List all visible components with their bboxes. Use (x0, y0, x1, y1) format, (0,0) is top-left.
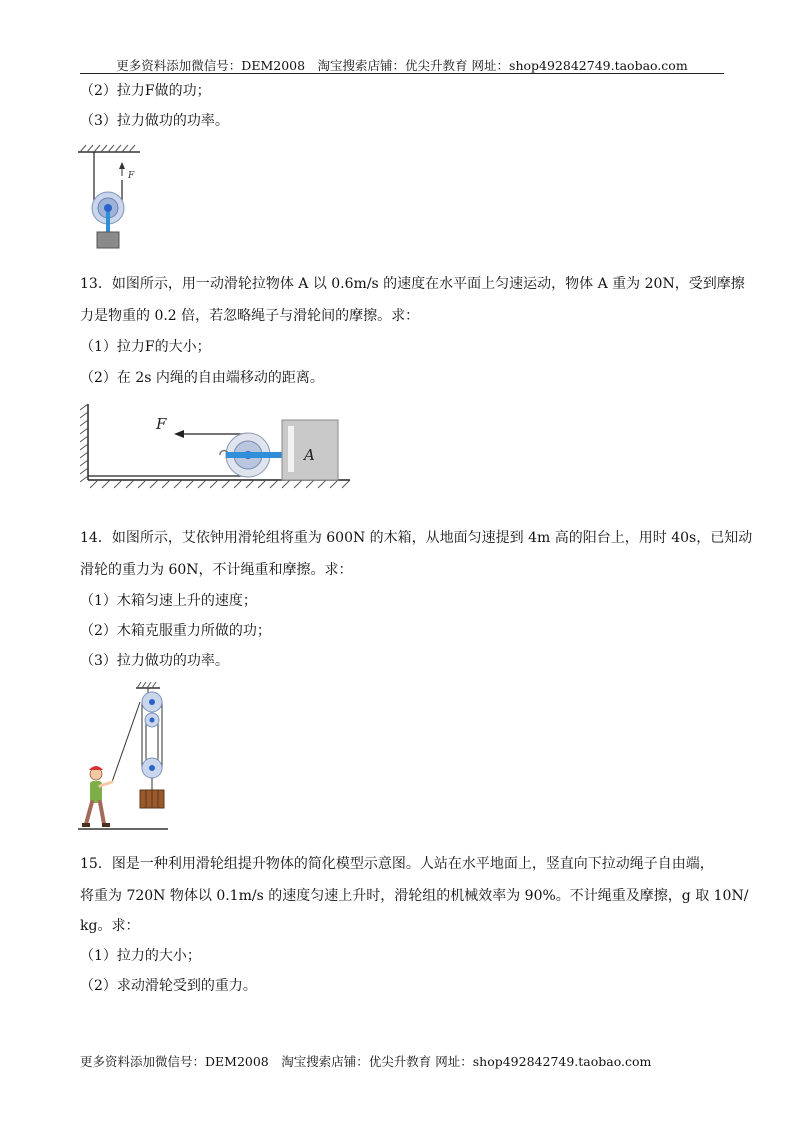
q15-sub2: （2）求动滑轮受到的重力。 (80, 978, 257, 994)
q15-stem-line2: 将重为 720N 物体以 0.1m/s 的速度匀速上升时，滑轮组的机械效率为 90%。不计绳重及摩擦，g 取 10N/ (80, 888, 749, 904)
q15-stem-line1: 15．图是一种利用滑轮组提升物体的简化模型示意图。人站在水平地面上，竖直向下拉动绳子自由端， (80, 856, 714, 872)
q15-sub1: （1）拉力的大小； (80, 948, 201, 964)
q13-stem-line2: 力是物重的 0.2 倍，若忽略绳子与滑轮间的摩擦。求： (80, 308, 420, 324)
q14-stem-line1: 14．如图所示，艾依钟用滑轮组将重为 600N 的木箱，从地面匀速提到 4m 高的阳台上，用时 40s，已知动 (80, 530, 753, 546)
page-header: 更多资料添加微信号：DEM2008 淘宝搜索店铺：优尖升教育 网址：shop492842749.taobao.com (116, 58, 688, 73)
q14-stem-line2: 滑轮的重力为 60N，不计绳重和摩擦。求： (80, 562, 353, 578)
q13-sub2: （2）在 2s 内绳的自由端移动的距离。 (80, 370, 324, 386)
q13-pulley-figure (80, 402, 355, 502)
q13-box-label: A (304, 446, 315, 464)
q14-sub3: （3）拉力做功的功率。 (80, 653, 229, 669)
q14-sub2: （2）木箱克服重力所做的功； (80, 623, 271, 639)
q15-stem-line3: kg。求： (80, 918, 140, 934)
q14-pulley-system-figure (76, 678, 176, 834)
page-footer: 更多资料添加微信号：DEM2008 淘宝搜索店铺：优尖升教育 网址：shop492842749.taobao.com (80, 1054, 652, 1069)
q14-sub1: （1）木箱匀速上升的速度； (80, 593, 257, 609)
q13-force-label: F (156, 415, 167, 433)
header-divider (80, 73, 724, 74)
q13-stem-line1: 13．如图所示，用一动滑轮拉物体 A 以 0.6m/s 的速度在水平面上匀速运动，物体 A 重为 20N，受到摩擦 (80, 276, 745, 292)
q12-sub3: （3）拉力做功的功率。 (80, 113, 229, 129)
q13-sub1: （1）拉力F的大小； (80, 339, 211, 355)
q12-sub2: （2）拉力F做的功； (80, 83, 211, 99)
q12-pulley-figure (76, 140, 146, 252)
q12-force-label: F (128, 171, 135, 181)
